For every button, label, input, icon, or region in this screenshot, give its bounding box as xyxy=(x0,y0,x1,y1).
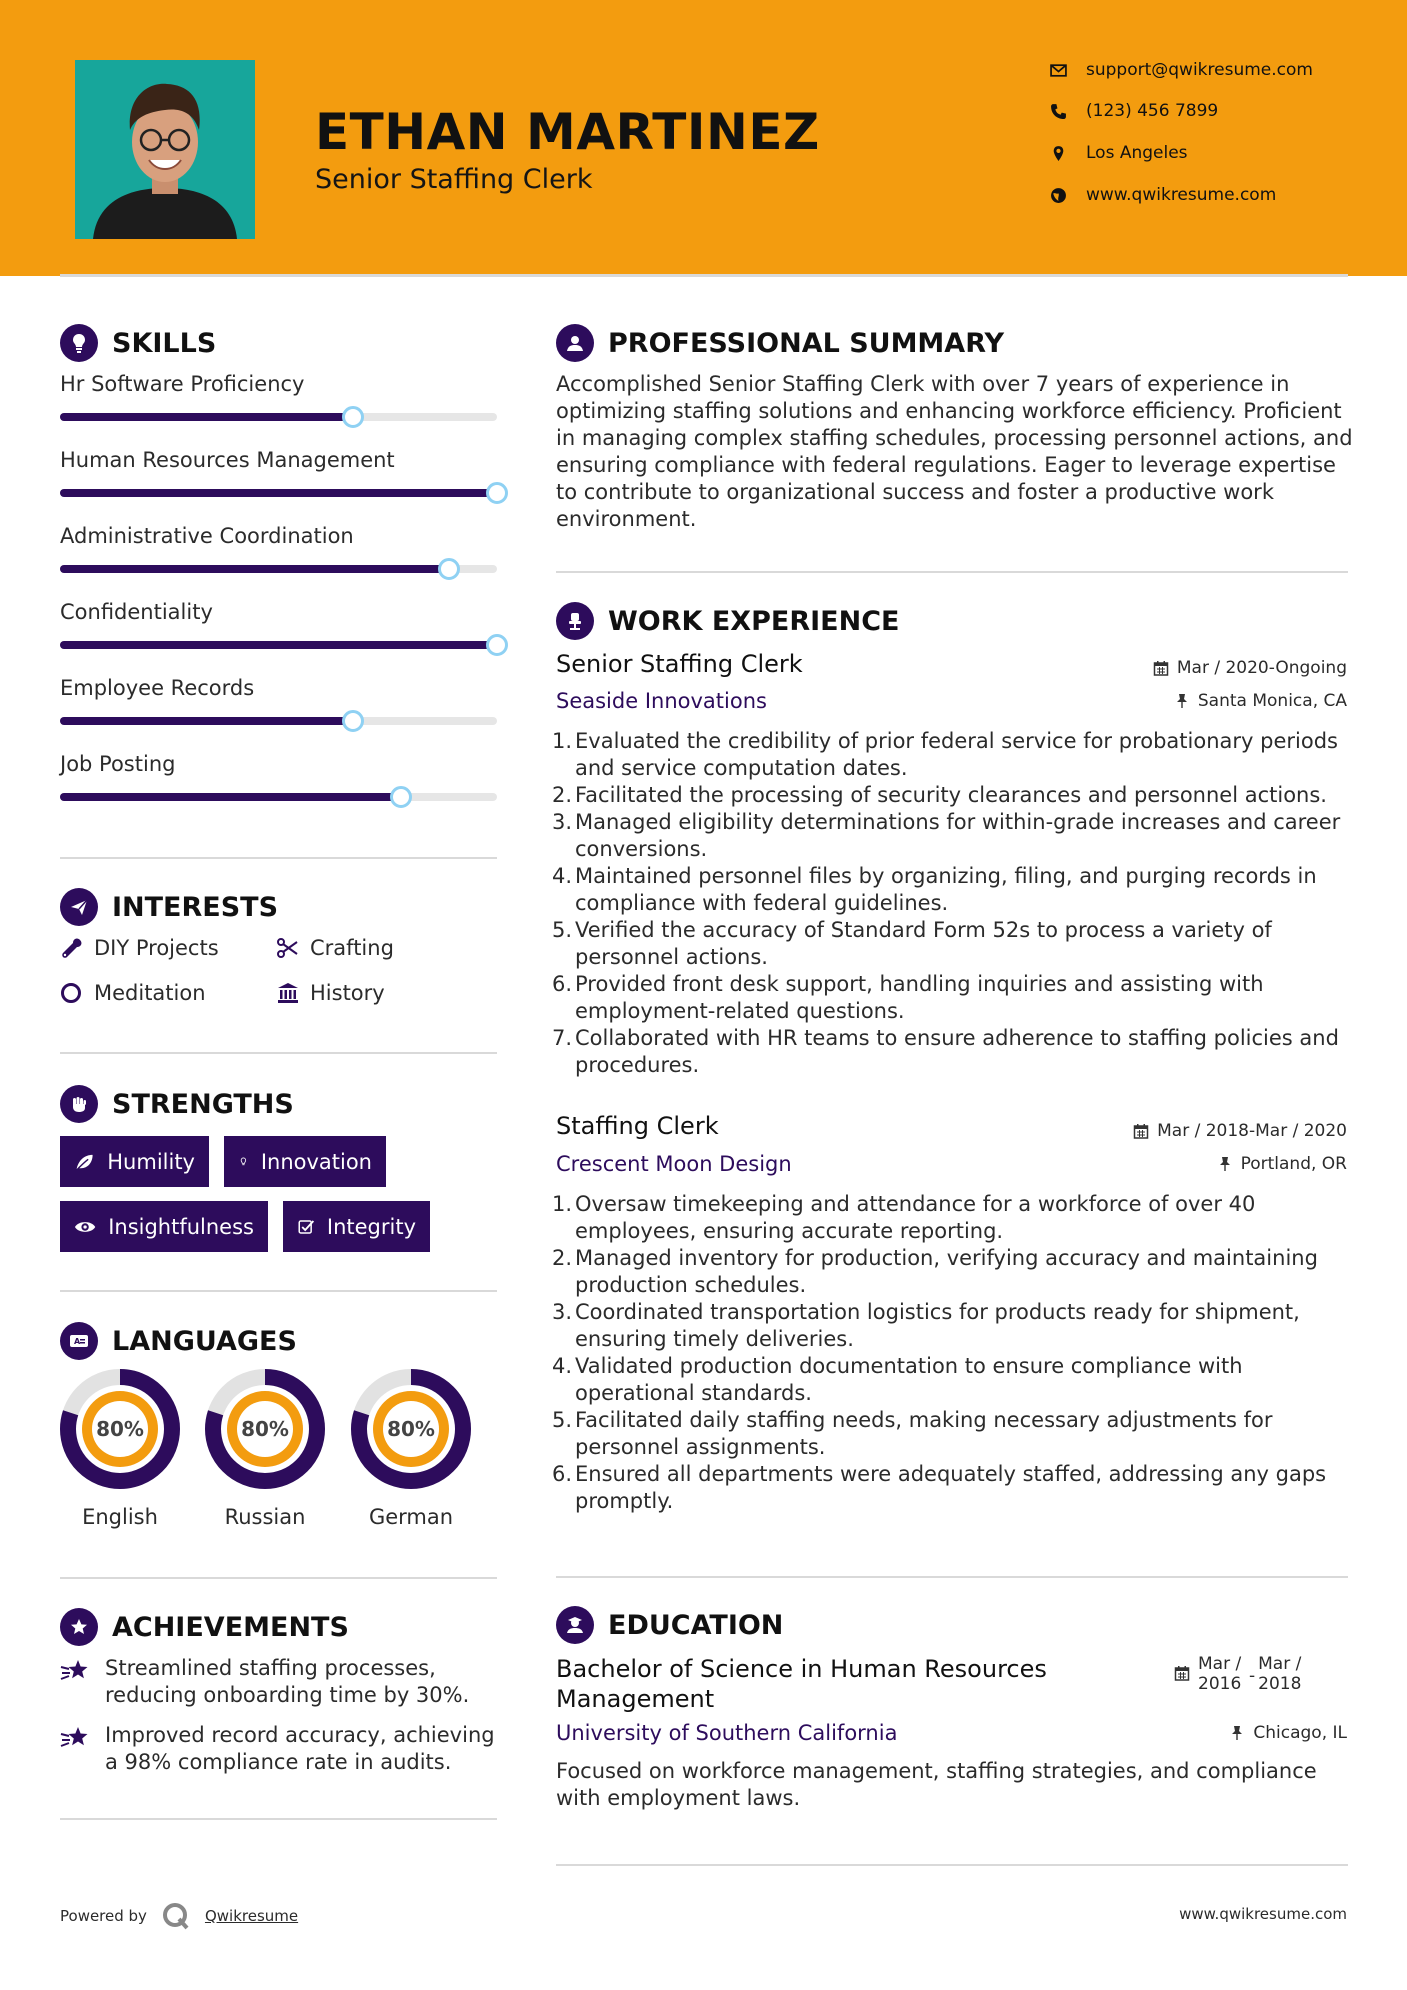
responsibility-item xyxy=(552,971,1352,1025)
education-heading xyxy=(556,1606,783,1644)
lightbulb-icon xyxy=(60,324,98,362)
language-percent: 80% xyxy=(96,1417,144,1441)
education-date-end: Mar / 2018 xyxy=(1258,1654,1302,1694)
skill-level-knob xyxy=(390,786,412,808)
responsibility-text: Evaluated the credibility of prior federal service for probationary periods and service computation dates. xyxy=(575,729,1338,780)
language-name: German xyxy=(368,1505,454,1529)
responsibility-text: Facilitated the processing of security clearances and personnel actions. xyxy=(575,783,1327,807)
responsibility-item xyxy=(552,1353,1352,1407)
achievement-item xyxy=(60,1655,500,1711)
languages-heading xyxy=(60,1322,297,1360)
education-date-start: Mar / 2016 xyxy=(1198,1654,1242,1694)
responsibility-text: Facilitated daily staffing needs, making necessary adjustments for personnel assignments. xyxy=(575,1408,1273,1459)
strength-insightfulness xyxy=(60,1201,268,1252)
interest-label: DIY Projects xyxy=(94,936,219,960)
skill-bar xyxy=(60,413,497,421)
pushpin-icon xyxy=(1229,1725,1245,1741)
achievements-divider xyxy=(60,1818,497,1820)
candidate-title: Senior Staffing Clerk xyxy=(315,164,593,195)
job-dates-text: Mar / 2018-Mar / 2020 xyxy=(1157,1121,1347,1141)
contact-email[interactable] xyxy=(1050,55,1313,85)
responsibility-item xyxy=(552,782,1352,809)
responsibility-item xyxy=(552,1407,1352,1461)
responsibility-text: Coordinated transportation logistics for products ready for shipment, ensuring timely deliveries. xyxy=(575,1300,1300,1351)
interest-label: Meditation xyxy=(94,981,206,1005)
scissors-icon xyxy=(276,936,300,960)
interest-crafting xyxy=(276,936,394,960)
skill-bar-fill xyxy=(60,565,449,573)
experience-divider xyxy=(556,1576,1348,1578)
summary-heading-text: PROFESSIONAL SUMMARY xyxy=(608,327,1005,359)
achievements-heading-text: ACHIEVEMENTS xyxy=(112,1611,349,1643)
responsibility-item xyxy=(552,1191,1352,1245)
email-text: support@qwikresume.com xyxy=(1086,60,1313,80)
language-russian xyxy=(203,1367,327,1529)
experience-heading xyxy=(556,602,899,640)
education-location xyxy=(1229,1723,1347,1743)
skill-level-knob xyxy=(342,406,364,428)
languages-divider xyxy=(60,1577,497,1579)
skill-label: Human Resources Management xyxy=(60,448,395,472)
education-heading-text: EDUCATION xyxy=(608,1609,784,1641)
wrench-icon xyxy=(60,936,84,960)
interest-label: History xyxy=(310,981,385,1005)
strength-label: Humility xyxy=(107,1149,195,1174)
skill-label: Administrative Coordination xyxy=(60,524,354,548)
skill-bar-fill xyxy=(60,717,353,725)
profile-photo xyxy=(75,60,255,239)
calendar-icon xyxy=(1133,1123,1149,1139)
candidate-name: ETHAN MARTINEZ xyxy=(315,103,820,161)
job-location-text: Portland, OR xyxy=(1240,1154,1347,1174)
job-company: Seaside Innovations xyxy=(556,689,767,713)
language-donut xyxy=(58,1367,182,1491)
contact-location xyxy=(1050,138,1188,168)
responsibility-text: Oversaw timekeeping and attendance for a workforce of over 40 employees, ensuring accurate reporting. xyxy=(575,1192,1256,1243)
item-number: 4. xyxy=(552,1354,573,1378)
education-date-separator: - xyxy=(1249,1666,1256,1686)
item-number: 1. xyxy=(552,1192,573,1216)
strength-innovation xyxy=(224,1136,386,1187)
star-badge-icon xyxy=(60,1608,98,1646)
user-icon xyxy=(556,324,594,362)
job-company: Crescent Moon Design xyxy=(556,1152,792,1176)
responsibility-item xyxy=(552,1245,1352,1299)
job-responsibilities xyxy=(552,728,1352,1079)
fist-icon xyxy=(60,1085,98,1123)
item-number: 4. xyxy=(552,864,573,888)
skill-bar xyxy=(60,793,497,801)
contact-website[interactable] xyxy=(1050,180,1277,210)
strength-label: Insightfulness xyxy=(108,1214,254,1239)
qwikresume-logo-icon xyxy=(161,1901,191,1931)
responsibility-item xyxy=(552,809,1352,863)
languages-heading-text: LANGUAGES xyxy=(112,1325,297,1357)
education-dates xyxy=(1174,1654,1306,1694)
svg-text:A: A xyxy=(74,1337,81,1346)
skill-level-knob xyxy=(486,634,508,656)
powered-by-label: Powered by xyxy=(60,1907,147,1925)
achievements-heading xyxy=(60,1608,349,1646)
responsibility-text: Collaborated with HR teams to ensure adherence to staffing policies and procedures. xyxy=(575,1026,1339,1077)
skill-level-knob xyxy=(342,710,364,732)
skill-label: Confidentiality xyxy=(60,600,213,624)
map-pin-icon xyxy=(1050,145,1067,162)
interest-diy-projects xyxy=(60,936,219,960)
leaf-icon xyxy=(74,1150,95,1174)
responsibility-item xyxy=(552,1461,1352,1515)
responsibility-item xyxy=(552,917,1352,971)
strength-humility xyxy=(60,1136,209,1187)
office-chair-icon xyxy=(556,602,594,640)
shooting-star-icon xyxy=(60,1724,92,1754)
skill-bar-fill xyxy=(60,489,497,497)
responsibility-text: Provided front desk support, handling inquiries and assisting with employment-related questions. xyxy=(575,972,1264,1023)
item-number: 5. xyxy=(552,1408,573,1432)
job-dates xyxy=(1153,658,1347,678)
responsibility-item xyxy=(552,1299,1352,1353)
skill-bar xyxy=(60,641,497,649)
item-number: 2. xyxy=(552,783,573,807)
education-divider xyxy=(556,1864,1348,1866)
item-number: 2. xyxy=(552,1246,573,1270)
responsibility-text: Validated production documentation to ensure compliance with operational standards. xyxy=(575,1354,1243,1405)
skill-label: Employee Records xyxy=(60,676,255,700)
item-number: 6. xyxy=(552,1462,573,1486)
responsibility-text: Maintained personnel files by organizing, filing, and purging records in compliance with federal guidelines. xyxy=(575,864,1317,915)
skill-bar xyxy=(60,717,497,725)
responsibility-text: Ensured all departments were adequately staffed, addressing any gaps promptly. xyxy=(575,1462,1327,1513)
interest-meditation xyxy=(60,981,206,1005)
lightbulb-icon xyxy=(238,1150,249,1174)
language-percent: 80% xyxy=(241,1417,289,1441)
responsibility-text: Managed inventory for production, verifying accuracy and maintaining production schedules. xyxy=(575,1246,1318,1297)
item-number: 3. xyxy=(552,810,573,834)
eye-icon xyxy=(74,1215,96,1239)
summary-heading xyxy=(556,324,1004,362)
education-location-text: Chicago, IL xyxy=(1253,1723,1347,1743)
location-text: Los Angeles xyxy=(1086,143,1188,163)
job-responsibilities xyxy=(552,1191,1352,1515)
graduate-icon xyxy=(556,1606,594,1644)
experience-heading-text: WORK EXPERIENCE xyxy=(608,605,900,637)
job-title: Staffing Clerk xyxy=(556,1112,719,1140)
language-german xyxy=(349,1367,473,1529)
globe-icon xyxy=(1050,187,1067,204)
footer-powered-by xyxy=(60,1901,298,1931)
responsibility-item xyxy=(552,863,1352,917)
item-number: 6. xyxy=(552,972,573,996)
paper-plane-icon xyxy=(60,888,98,926)
school-name: University of Southern California xyxy=(556,1721,898,1745)
responsibility-item xyxy=(552,728,1352,782)
interests-heading xyxy=(60,888,278,926)
skill-bar xyxy=(60,565,497,573)
skill-bar-fill xyxy=(60,641,497,649)
summary-divider xyxy=(556,571,1348,573)
calendar-icon xyxy=(1174,1665,1190,1681)
language-name: Russian xyxy=(224,1505,306,1529)
circle-icon xyxy=(60,981,84,1005)
strength-integrity xyxy=(283,1201,430,1252)
language-percent: 80% xyxy=(387,1417,435,1441)
strength-label: Innovation xyxy=(260,1149,372,1174)
qwikresume-link[interactable]: Qwikresume xyxy=(204,1907,299,1925)
job-dates-text: Mar / 2020-Ongoing xyxy=(1176,658,1347,678)
interest-history xyxy=(276,981,385,1005)
website-text: www.qwikresume.com xyxy=(1086,185,1277,205)
skill-bar-fill xyxy=(60,793,401,801)
achievement-item xyxy=(60,1722,500,1778)
pushpin-icon xyxy=(1217,1156,1233,1172)
item-number: 5. xyxy=(552,918,573,942)
job-title: Senior Staffing Clerk xyxy=(556,650,803,678)
contact-phone[interactable] xyxy=(1050,96,1219,126)
skill-label: Job Posting xyxy=(60,752,176,776)
item-number: 1. xyxy=(552,729,573,753)
pushpin-icon xyxy=(1174,693,1190,709)
skills-heading-text: SKILLS xyxy=(112,327,217,359)
interest-label: Crafting xyxy=(310,936,394,960)
summary-text: Accomplished Senior Staffing Clerk with over 7 years of experience in optimizing staffing solutions and enhancing workforce efficiency. Proficient in managing complex staffing schedules, processing personnel actions, and ensuring compliance with federal regulations. Eager to leverage expertise to contribute to organizational success and foster a productive work environment. xyxy=(556,372,1353,531)
strengths-divider xyxy=(60,1290,497,1292)
skill-bar-fill xyxy=(60,413,353,421)
strength-label: Integrity xyxy=(326,1214,416,1239)
language-english xyxy=(58,1367,182,1529)
achievement-text: Streamlined staffing processes, reducing onboarding time by 30%. xyxy=(105,1656,470,1707)
job-location xyxy=(1174,691,1347,711)
shooting-star-icon xyxy=(60,1657,92,1687)
skill-bar xyxy=(60,489,497,497)
phone-icon xyxy=(1050,103,1067,120)
language-card-icon xyxy=(60,1322,98,1360)
strengths-heading-text: STRENGTHS xyxy=(112,1088,294,1120)
item-number: 7. xyxy=(552,1026,573,1050)
strengths-heading xyxy=(60,1085,294,1123)
responsibility-text: Verified the accuracy of Standard Form 52s to process a variety of personnel actions. xyxy=(575,918,1272,969)
resume-header xyxy=(0,0,1407,276)
responsibility-text: Managed eligibility determinations for within-grade increases and career conversions. xyxy=(575,810,1341,861)
phone-text: (123) 456 7899 xyxy=(1086,101,1219,121)
responsibility-item xyxy=(552,1025,1352,1079)
checkbox-icon xyxy=(297,1215,315,1239)
skill-label: Hr Software Proficiency xyxy=(60,372,305,396)
header-divider xyxy=(60,274,1348,277)
job-dates xyxy=(1133,1121,1347,1141)
degree-title: Bachelor of Science in Human Resources Management xyxy=(556,1655,1047,1713)
education-description: Focused on workforce management, staffing strategies, and compliance with employment laws. xyxy=(556,1759,1317,1810)
calendar-icon xyxy=(1153,660,1169,676)
skill-level-knob xyxy=(486,482,508,504)
skill-level-knob xyxy=(438,558,460,580)
envelope-icon xyxy=(1050,62,1067,79)
language-donut xyxy=(203,1367,327,1491)
interests-heading-text: INTERESTS xyxy=(112,891,279,923)
interests-divider xyxy=(60,1052,497,1054)
job-location xyxy=(1217,1154,1347,1174)
item-number: 3. xyxy=(552,1300,573,1324)
achievement-text: Improved record accuracy, achieving a 98% compliance rate in audits. xyxy=(105,1723,495,1774)
museum-icon xyxy=(276,981,300,1005)
job-location-text: Santa Monica, CA xyxy=(1197,691,1347,711)
language-donut xyxy=(349,1367,473,1491)
footer-website[interactable]: www.qwikresume.com xyxy=(1179,1905,1347,1923)
skills-heading xyxy=(60,324,216,362)
language-name: English xyxy=(82,1505,158,1529)
skills-divider xyxy=(60,857,497,859)
